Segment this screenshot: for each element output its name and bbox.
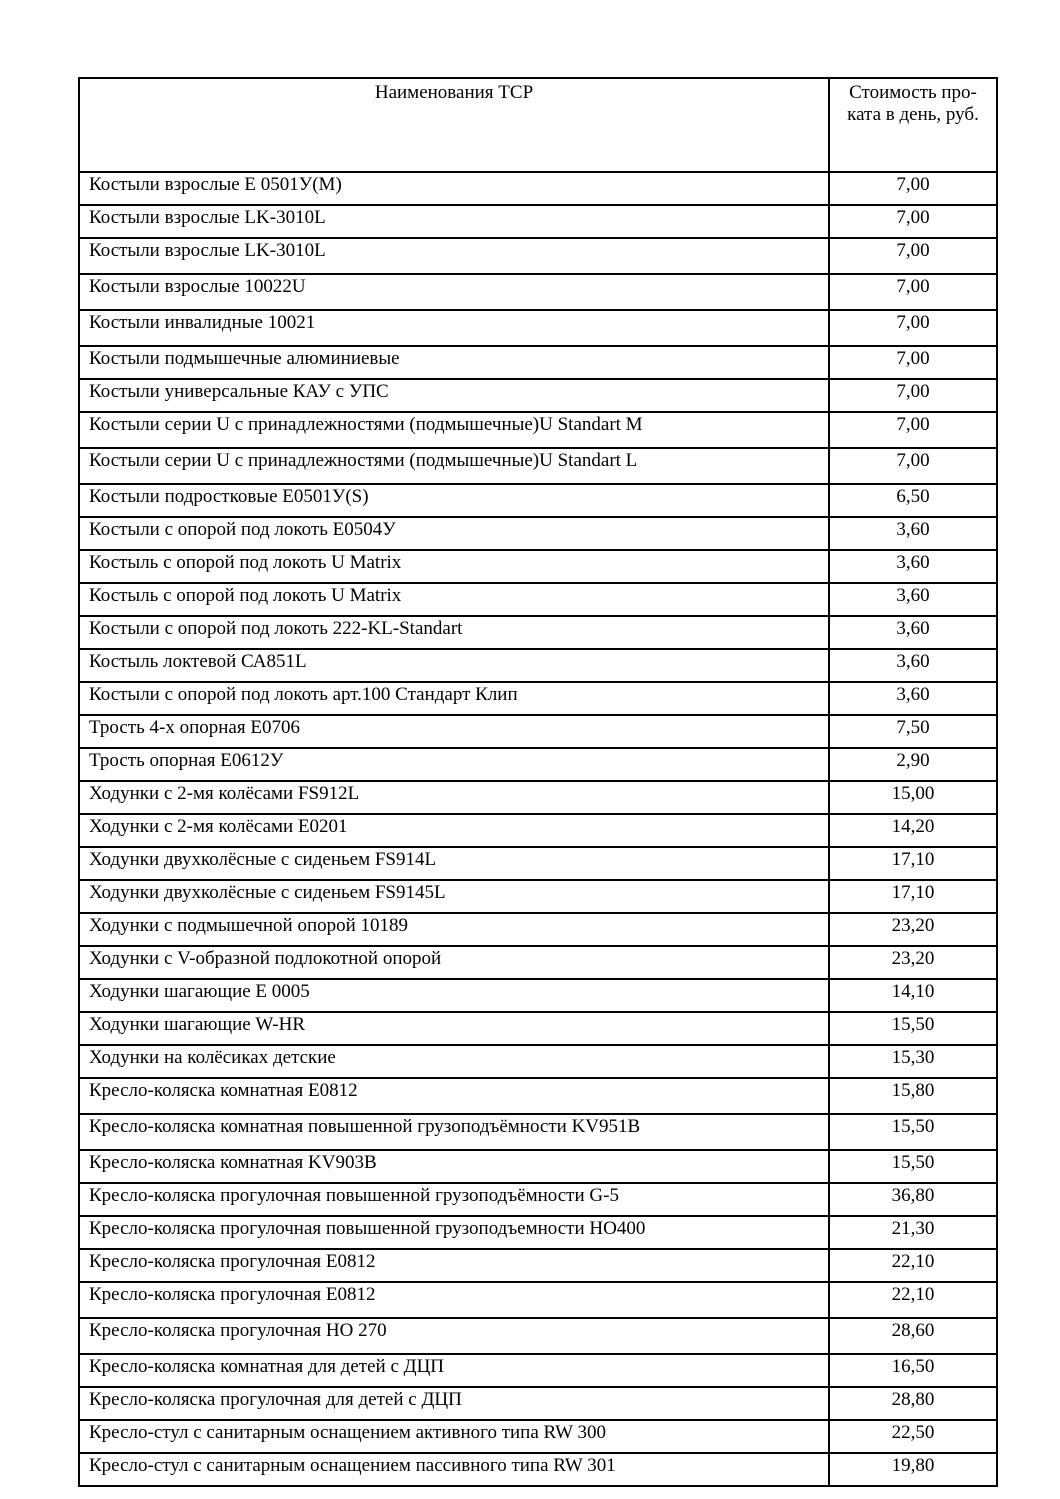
table-row <box>79 979 997 1012</box>
table-row <box>79 1078 997 1114</box>
item-price: 15,50 <box>829 1150 997 1183</box>
table-row <box>79 1216 997 1249</box>
item-price: 22,10 <box>829 1282 997 1318</box>
item-price: 3,60 <box>829 583 997 616</box>
table-row <box>79 1249 997 1282</box>
column-header-name: Наименования ТСР <box>79 78 829 172</box>
table-row <box>79 649 997 682</box>
item-name: Кресло-коляска прогулочная для детей с ДЦП <box>79 1387 829 1420</box>
table-row <box>79 1012 997 1045</box>
item-name: Костыли взрослые Е 0501У(М) <box>79 172 829 205</box>
table-row <box>79 238 997 274</box>
table-row <box>79 1114 997 1150</box>
item-name: Ходунки шагающие Е 0005 <box>79 979 829 1012</box>
item-price: 7,00 <box>829 310 997 346</box>
item-name: Костыли с опорой под локоть Е0504У <box>79 517 829 550</box>
item-price: 17,10 <box>829 847 997 880</box>
table-row <box>79 379 997 412</box>
item-price: 15,50 <box>829 1114 997 1150</box>
item-price: 3,60 <box>829 682 997 715</box>
table-row <box>79 847 997 880</box>
item-price: 7,00 <box>829 448 997 484</box>
item-name: Кресло-коляска прогулочная НО 270 <box>79 1318 829 1354</box>
table-row <box>79 1453 997 1486</box>
table-row <box>79 1420 997 1453</box>
item-name: Ходунки двухколёсные с сиденьем FS914L <box>79 847 829 880</box>
item-name: Костыли серии U с принадлежностями (подмышечные)U Standart L <box>79 448 829 484</box>
table-row <box>79 172 997 205</box>
table-row <box>79 682 997 715</box>
table-row <box>79 412 997 448</box>
item-name: Костыли серии U с принадлежностями (подмышечные)U Standart M <box>79 412 829 448</box>
rental-price-table <box>78 77 998 1487</box>
table-row <box>79 310 997 346</box>
column-header-price: Стоимость про-ката в день, руб. <box>829 78 997 172</box>
table-header-row <box>79 78 997 172</box>
item-name: Трость опорная Е0612У <box>79 748 829 781</box>
item-price: 22,10 <box>829 1249 997 1282</box>
item-price: 22,50 <box>829 1420 997 1453</box>
item-name: Кресло-стул с санитарным оснащением пассивного типа RW 301 <box>79 1453 829 1486</box>
table-row <box>79 946 997 979</box>
item-name: Костыли взрослые LK-3010L <box>79 205 829 238</box>
item-price: 15,50 <box>829 1012 997 1045</box>
item-price: 7,00 <box>829 274 997 310</box>
item-name: Ходунки с подмышечной опорой 10189 <box>79 913 829 946</box>
table-row <box>79 748 997 781</box>
item-price: 7,00 <box>829 346 997 379</box>
item-price: 6,50 <box>829 484 997 517</box>
table-row <box>79 1045 997 1078</box>
table-row <box>79 448 997 484</box>
table-row <box>79 346 997 379</box>
table-row <box>79 616 997 649</box>
item-price: 19,80 <box>829 1453 997 1486</box>
item-price: 15,00 <box>829 781 997 814</box>
table-row <box>79 913 997 946</box>
item-price: 15,80 <box>829 1078 997 1114</box>
item-price: 2,90 <box>829 748 997 781</box>
item-name: Кресло-коляска прогулочная Е0812 <box>79 1282 829 1318</box>
item-price: 3,60 <box>829 616 997 649</box>
table-row <box>79 1354 997 1387</box>
table-row <box>79 550 997 583</box>
table-row <box>79 1282 997 1318</box>
item-price: 3,60 <box>829 517 997 550</box>
item-name: Кресло-коляска комнатная Е0812 <box>79 1078 829 1114</box>
table-row <box>79 1318 997 1354</box>
item-name: Костыли взрослые 10022U <box>79 274 829 310</box>
item-name: Костыли с опорой под локоть 222-KL-Standart <box>79 616 829 649</box>
item-name: Ходунки с 2-мя колёсами FS912L <box>79 781 829 814</box>
item-name: Костыли инвалидные 10021 <box>79 310 829 346</box>
item-price: 7,00 <box>829 379 997 412</box>
item-name: Ходунки двухколёсные с сиденьем FS9145L <box>79 880 829 913</box>
item-name: Костыль локтевой СА851L <box>79 649 829 682</box>
item-name: Ходунки на колёсиках детские <box>79 1045 829 1078</box>
table-row <box>79 274 997 310</box>
item-name: Ходунки с 2-мя колёсами Е0201 <box>79 814 829 847</box>
item-price: 28,60 <box>829 1318 997 1354</box>
item-price: 23,20 <box>829 913 997 946</box>
item-price: 21,30 <box>829 1216 997 1249</box>
item-price: 7,00 <box>829 412 997 448</box>
item-price: 14,10 <box>829 979 997 1012</box>
item-price: 28,80 <box>829 1387 997 1420</box>
item-price: 7,50 <box>829 715 997 748</box>
item-name: Костыль с опорой под локоть U Matrix <box>79 550 829 583</box>
item-name: Костыли с опорой под локоть арт.100 Стандарт Клип <box>79 682 829 715</box>
item-name: Кресло-коляска комнатная повышенной грузоподъёмности KV951B <box>79 1114 829 1150</box>
item-name: Кресло-коляска комнатная для детей с ДЦП <box>79 1354 829 1387</box>
table-row <box>79 880 997 913</box>
item-name: Кресло-коляска прогулочная повышенной грузоподъемности НО400 <box>79 1216 829 1249</box>
table-row <box>79 484 997 517</box>
item-name: Кресло-коляска прогулочная Е0812 <box>79 1249 829 1282</box>
item-name: Кресло-коляска прогулочная повышенной грузоподъёмности G-5 <box>79 1183 829 1216</box>
table-row <box>79 1387 997 1420</box>
item-price: 17,10 <box>829 880 997 913</box>
table-row <box>79 1183 997 1216</box>
item-name: Ходунки с V-образной подлокотной опорой <box>79 946 829 979</box>
item-price: 3,60 <box>829 649 997 682</box>
table-row <box>79 814 997 847</box>
item-name: Ходунки шагающие W-HR <box>79 1012 829 1045</box>
table-row <box>79 583 997 616</box>
table-row <box>79 205 997 238</box>
item-name: Костыли подмышечные алюминиевые <box>79 346 829 379</box>
item-price: 7,00 <box>829 205 997 238</box>
table-row <box>79 1150 997 1183</box>
table-row <box>79 517 997 550</box>
item-price: 36,80 <box>829 1183 997 1216</box>
item-name: Костыль с опорой под локоть U Matrix <box>79 583 829 616</box>
item-name: Кресло-коляска комнатная KV903B <box>79 1150 829 1183</box>
item-price: 16,50 <box>829 1354 997 1387</box>
item-price: 7,00 <box>829 172 997 205</box>
item-name: Кресло-стул с санитарным оснащением активного типа RW 300 <box>79 1420 829 1453</box>
item-price: 15,30 <box>829 1045 997 1078</box>
item-name: Костыли универсальные КАУ с УПС <box>79 379 829 412</box>
item-price: 14,20 <box>829 814 997 847</box>
item-price: 7,00 <box>829 238 997 274</box>
table-row <box>79 715 997 748</box>
item-name: Костыли подростковые Е0501У(S) <box>79 484 829 517</box>
item-price: 3,60 <box>829 550 997 583</box>
table-row <box>79 781 997 814</box>
item-price: 23,20 <box>829 946 997 979</box>
item-name: Трость 4-х опорная Е0706 <box>79 715 829 748</box>
item-name: Костыли взрослые LK-3010L <box>79 238 829 274</box>
